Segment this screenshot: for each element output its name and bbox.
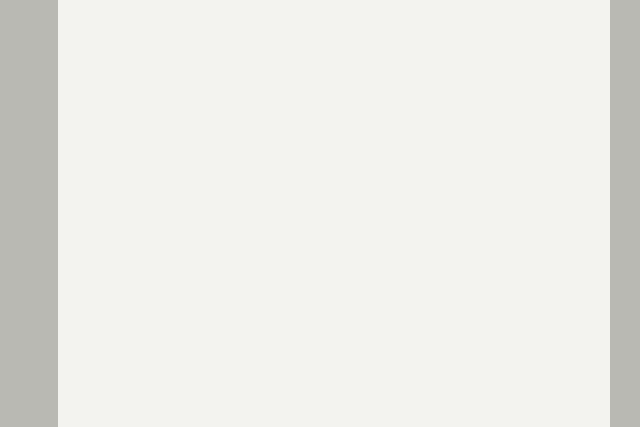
invoice-page — [58, 0, 610, 427]
